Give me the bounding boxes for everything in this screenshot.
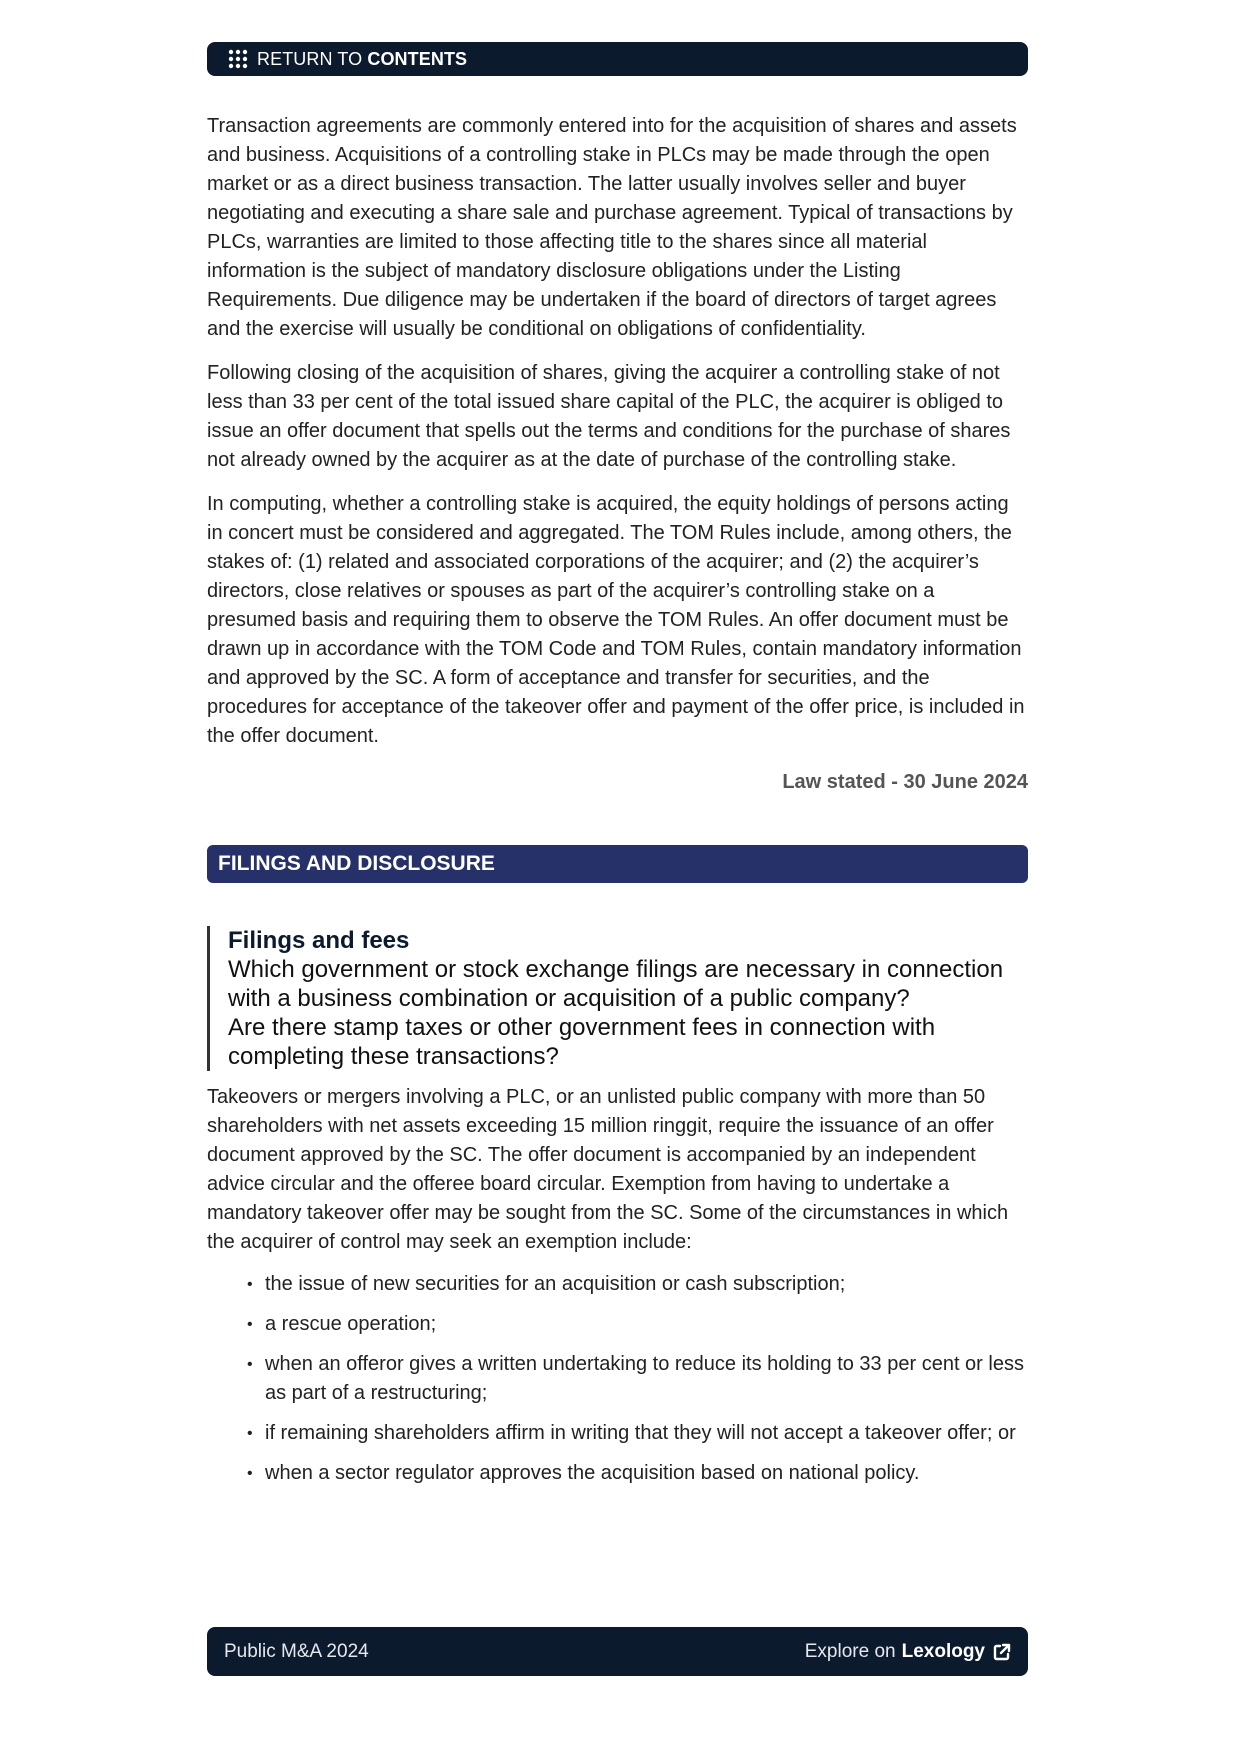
question-text: Are there stamp taxes or other government fees in connection with completing these transactions? (228, 1014, 936, 1070)
list-item: • a rescue operation; (247, 1310, 1028, 1339)
list-item: • when a sector regulator approves the acquisition based on national policy. (247, 1459, 1028, 1488)
law-stated-date: Law stated - 30 June 2024 (782, 771, 1028, 793)
grid-icon (228, 49, 248, 69)
list-item: • when an offeror gives a written undertaking to reduce its holding to 33 per cent or less as part of a restructuring; (247, 1350, 1028, 1408)
body-paragraph: Transaction agreements are commonly entered into for the acquisition of shares and assets and business. Acquisitions of a controlling stake in PLCs may be made through the open market or as a direct business transaction. The latter usually involves seller and buyer negotiating and executing a share sale and purchase agreement. Typical of transactions by PLCs, warranties are limited to those affecting title to the shares since all material information is the subject of mandatory disclosure obligations under the Listing Requirements. Due diligence may be undertaken if the board of directors of target agrees and the exercise will usually be conditional on obligations of confidentiality. (207, 115, 1017, 340)
bullet-icon: • (247, 1356, 253, 1373)
publication-title: Public M&A 2024 (224, 1640, 369, 1662)
answer-paragraph: Takeovers or mergers involving a PLC, or an unlisted public company with more than 50 shareholders with net assets exceeding 15 million ringgit, require the issuance of an offer document approved by the SC. The offer document is accompanied by an independent advice circular and the offeree board circular. Exemption from having to undertake a mandatory takeover offer may be sought from the SC. Some of the circumstances in which the acquirer of control may seek an exemption include: (207, 1086, 1009, 1253)
question-block (207, 926, 1031, 1071)
bullet-icon: • (247, 1276, 253, 1293)
exemption-list (247, 1270, 1028, 1499)
question-text: Which government or stock exchange filings are necessary in connection with a business combination or acquisition of a public company? (228, 956, 1004, 1012)
return-to-contents-label: RETURN TO CONTENTS (257, 48, 468, 69)
bullet-icon: • (247, 1465, 253, 1482)
list-item: • the issue of new securities for an acquisition or cash subscription; (247, 1270, 1028, 1299)
question-title: Filings and fees (228, 927, 410, 954)
external-link-icon (992, 1642, 1012, 1662)
bullet-icon: • (247, 1425, 253, 1442)
footer-bar (207, 1627, 1028, 1676)
section-title: FILINGS AND DISCLOSURE (218, 852, 495, 875)
explore-on-lexology-link[interactable]: Explore on Lexology (805, 1641, 1012, 1663)
body-paragraph: In computing, whether a controlling stake is acquired, the equity holdings of persons acting in concert must be considered and aggregated. The TOM Rules include, among others, the stakes of: (1) related and associated corporations of the acquirer; and (2) the acquirer’s directors, close relatives or spouses as part of the acquirer’s controlling stake on a presumed basis and requiring them to observe the TOM Rules. An offer document must be drawn up in accordance with the TOM Code and TOM Rules, contain mandatory information and approved by the SC. A form of acceptance and transfer for securities, and the procedures for acceptance of the takeover offer and payment of the offer price, is included in the offer document. (207, 493, 1025, 747)
return-to-contents-button[interactable] (207, 42, 1028, 76)
bullet-icon: • (247, 1316, 253, 1333)
list-item: • if remaining shareholders affirm in writing that they will not accept a takeover offer; or (247, 1419, 1028, 1448)
section-header (207, 845, 1028, 883)
body-paragraph: Following closing of the acquisition of shares, giving the acquirer a controlling stake of not less than 33 per cent of the total issued share capital of the PLC, the acquirer is obliged to issue an offer document that spells out the terms and conditions for the purchase of shares not already owned by the acquirer as at the date of purchase of the controlling stake. (207, 362, 1011, 471)
